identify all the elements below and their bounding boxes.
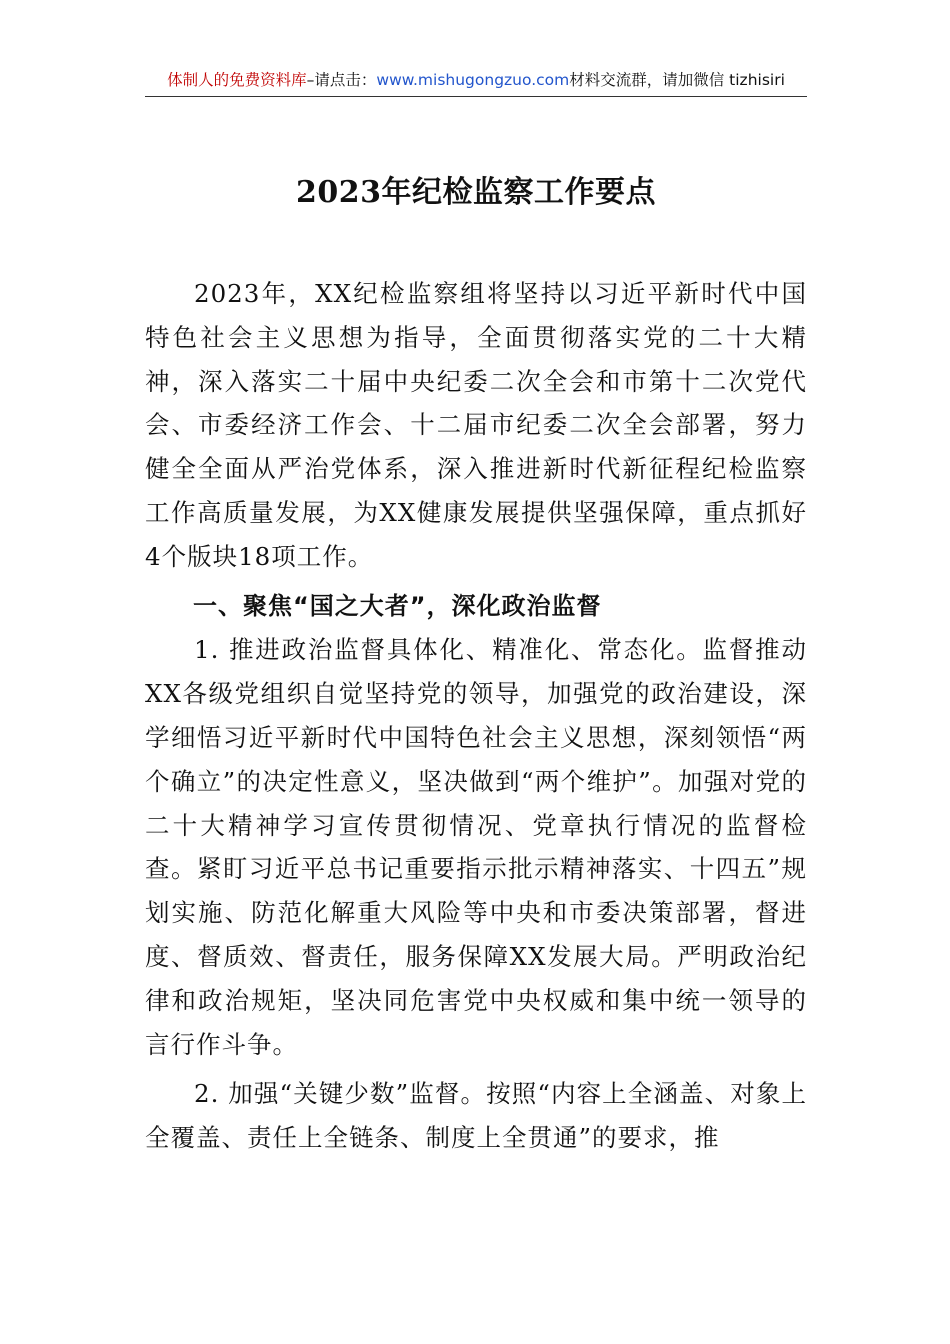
contact-note: 材料交流群，请加微信 tizhisiri (569, 71, 785, 89)
site-url-link[interactable]: www.mishugongzuo.com (376, 71, 570, 89)
document-body (145, 272, 807, 1160)
page-header-banner (145, 66, 807, 97)
item-paragraph-2: 2. 加强“关键少数”监督。按照“内容上全涵盖、对象上全覆盖、责任上全链条、制度上全贯通”的要求，推 (145, 1079, 807, 1153)
document-title: 2023年纪检监察工作要点 (296, 175, 656, 210)
click-prompt: –请点击： (306, 71, 377, 89)
site-name: 体制人的免费资料库 (167, 71, 307, 89)
intro-paragraph: 2023年，XX纪检监察组将坚持以习近平新时代中国特色社会主义思想为指导，全面贯彻落实党的二十大精神，深入落实二十届中央纪委二次全会和市第十二次党代会、市委经济工作会、十二届市纪委二次全会部署，努力健全全面从严治党体系，深入推进新时代新征程纪检监察工作高质量发展，为XX健康发展提供坚强保障，重点抓好 4个版块18项工作。 (145, 279, 807, 571)
item-paragraph-1: 1. 推进政治监督具体化、精准化、常态化。监督推动XX各级党组织自觉坚持党的领导，加强党的政治建设，深学细悟习近平新时代中国特色社会主义思想，深刻领悟“两个确立”的决定性意义，坚决做到“两个维护”。加强对党的二十大精神学习宣传贯彻情况、党章执行情况的监督检查。紧盯习近平总书记重要指示批示精神落实、十四五”规划实施、防范化解重大风险等中央和市委决策部署，督进度、督质效、督责任，服务保障XX发展大局。严明政治纪律和政治规矩，坚决同危害党中央权威和集中统一领导的言行作斗争。 (145, 635, 807, 1059)
section-heading: 一、聚焦“国之大者”，深化政治监督 (193, 591, 602, 620)
